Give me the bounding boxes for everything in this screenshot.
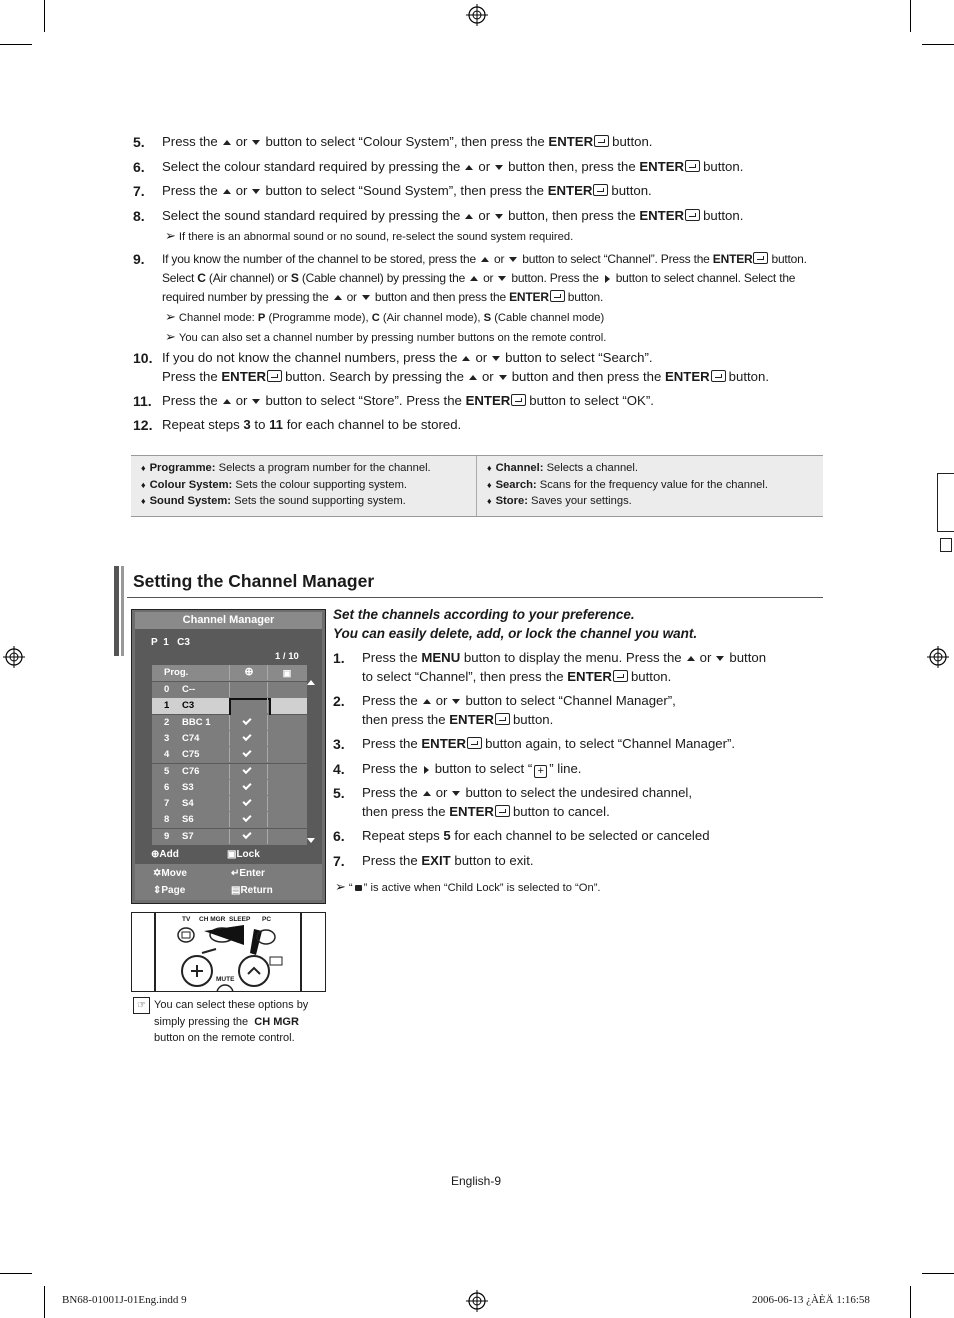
osd-channel-name: C3: [182, 700, 195, 712]
osd-channel-number: 8: [164, 814, 170, 826]
osd-channel-row[interactable]: [152, 812, 307, 829]
check-icon: [242, 830, 251, 839]
enter-icon: [613, 670, 628, 682]
up-arrow-icon: [223, 189, 231, 194]
crop-mark: [0, 44, 32, 45]
enter-icon: ↵: [231, 868, 240, 879]
note-step-8: ➢ If there is an abnormal sound or no sound, re-select the sound system required.: [165, 228, 574, 243]
osd-channel-name: C74: [182, 732, 200, 744]
step-9-line-3: required number by pressing the or button and then press the ENTER button.: [162, 290, 604, 304]
osd-add-cell[interactable]: [229, 747, 268, 762]
right-arrow-icon: [605, 275, 610, 283]
footer-file: BN68-01001J-01Eng.indd 9: [62, 1294, 187, 1306]
check-icon: [242, 732, 251, 741]
osd-add-cell[interactable]: [229, 812, 268, 827]
cm-step-1-line-2: to select “Channel”, then press the ENTER button.: [362, 669, 672, 684]
osd-channel-number: 5: [164, 765, 170, 777]
osd-channel-row[interactable]: [152, 715, 307, 732]
side-tab-icon: [940, 538, 952, 552]
osd-channel-number: 1: [164, 700, 170, 712]
enter-icon: [711, 370, 726, 382]
enter-icon: [495, 713, 510, 725]
down-arrow-icon: [499, 375, 507, 380]
bullet-icon: ♦: [141, 496, 146, 506]
down-arrow-icon: [362, 295, 370, 300]
down-arrow-icon: [492, 356, 500, 361]
note-arrow-icon: ➢: [165, 228, 176, 243]
enter-icon: [594, 135, 609, 147]
enter-icon: [511, 394, 526, 406]
table-divider: [476, 456, 477, 516]
osd-lock-cell[interactable]: [267, 780, 306, 795]
down-arrow-icon: [495, 214, 503, 219]
up-arrow-icon: [465, 165, 473, 170]
step-9-line-2: Select C (Air channel) or S (Cable channel) by pressing the or button. Press the button to select channel. Select the: [162, 271, 796, 285]
check-icon: [242, 715, 251, 724]
crop-mark: [922, 1273, 954, 1274]
osd-return: ▤Return: [231, 885, 273, 896]
remote-chmgr-label: CH MGR: [199, 916, 226, 923]
osd-channel-name: S4: [182, 798, 194, 810]
hand-icon: ☞: [133, 997, 150, 1014]
osd-channel-number: 3: [164, 732, 170, 744]
channel-manager-osd: [131, 609, 326, 904]
osd-channel-name: C75: [182, 749, 200, 761]
lock-icon: ▣: [267, 665, 306, 680]
osd-channel-row[interactable]: [152, 698, 307, 715]
right-arrow-icon: [424, 766, 429, 774]
osd-add-cell[interactable]: [229, 731, 268, 746]
osd-header-row: Prog. ⊕ ▣: [152, 665, 307, 681]
table-item: ♦ Channel: Selects a channel.: [487, 462, 638, 474]
scroll-up-icon: [307, 680, 315, 685]
osd-add-cell[interactable]: [229, 715, 268, 730]
bullet-icon: ♦: [487, 479, 492, 490]
crop-mark: [910, 0, 911, 32]
page-number: English-9: [451, 1174, 502, 1188]
intro-line-2: You can easily delete, add, or lock the channel you want.: [333, 626, 698, 641]
osd-add-cell[interactable]: [229, 764, 268, 779]
remote-tv-label: TV: [182, 916, 191, 923]
up-arrow-icon: [470, 276, 478, 281]
osd-channel-name: S3: [182, 781, 194, 793]
registration-mark-icon: [927, 646, 949, 668]
enter-icon: [267, 370, 282, 382]
table-item: ♦ Search: Scans for the frequency value for the channel.: [487, 478, 768, 491]
registration-mark-icon: [3, 646, 25, 668]
down-arrow-icon: [716, 656, 724, 661]
osd-lock-cell[interactable]: [267, 829, 306, 844]
check-icon: [242, 781, 251, 790]
osd-channel-number: 6: [164, 781, 170, 793]
osd-lock-cell[interactable]: [267, 715, 306, 730]
osd-channel-row[interactable]: [152, 747, 307, 764]
osd-lock-legend: ▣Lock: [227, 849, 260, 860]
osd-channel-row[interactable]: [152, 682, 307, 699]
osd-channel-name: C--: [182, 684, 196, 695]
osd-channel-number: 7: [164, 798, 170, 810]
note-channel-mode: ➢ Channel mode: P (Programme mode), C (Air channel mode), S (Cable channel mode): [165, 309, 605, 324]
up-arrow-icon: [223, 140, 231, 145]
cm-step-5-line-2: then press the ENTER button to cancel.: [362, 804, 610, 819]
enter-icon: [593, 184, 608, 196]
remote-mute-label: MUTE: [216, 976, 235, 983]
osd-channel-row[interactable]: [152, 731, 307, 748]
osd-add-cell[interactable]: [229, 796, 268, 811]
footer-timestamp: 2006-06-13 ¿ÀÈÄ 1:16:58: [752, 1294, 870, 1306]
osd-channel-name: C76: [182, 765, 200, 777]
scroll-down-icon: [307, 838, 315, 843]
add-icon: ⊕: [151, 849, 160, 860]
up-arrow-icon: [223, 399, 231, 404]
osd-channel-number: 4: [164, 749, 170, 761]
check-icon: [242, 764, 251, 773]
enter-icon: [467, 737, 482, 749]
osd-lock-cell[interactable]: [267, 812, 306, 827]
osd-enter: ↵Enter: [231, 868, 265, 879]
intro-line-1: Set the channels according to your preference.: [333, 607, 635, 622]
enter-icon: [550, 290, 565, 302]
osd-lock-cell[interactable]: [267, 764, 306, 779]
cm-step-2-line-2: then press the ENTER button.: [362, 712, 554, 727]
check-icon: [242, 813, 251, 822]
enter-icon: [495, 805, 510, 817]
table-item: ♦ Colour System: Sets the colour supporting system.: [141, 478, 408, 491]
up-arrow-icon: [462, 356, 470, 361]
osd-channel-row[interactable]: [152, 796, 307, 813]
osd-lock-cell[interactable]: [267, 796, 306, 811]
osd-channel-row[interactable]: [152, 764, 307, 781]
table-item: ♦ Store: Saves your settings.: [487, 495, 632, 507]
section-bar: [114, 566, 119, 656]
remote-control-illustration: [131, 912, 326, 992]
osd-lock-cell[interactable]: [267, 731, 306, 746]
up-arrow-icon: [334, 295, 342, 300]
move-icon: ✡: [153, 868, 162, 879]
osd-lock-cell[interactable]: [267, 747, 306, 762]
osd-page-indicator: 1 / 10: [275, 651, 299, 662]
up-arrow-icon: [423, 791, 431, 796]
tip-text: You can select these options by simply pressing the CH MGR button on the remote control.: [154, 999, 309, 1044]
enter-icon: [685, 209, 700, 221]
osd-channel-row[interactable]: [152, 780, 307, 797]
registration-mark-icon: [466, 1290, 488, 1312]
add-icon: +: [534, 765, 547, 778]
osd-footer: [135, 864, 322, 900]
up-arrow-icon: [469, 375, 477, 380]
table-left-column: [141, 460, 431, 510]
enter-icon: [685, 160, 700, 172]
section-title: Setting the Channel Manager: [133, 571, 375, 591]
down-arrow-icon: [452, 791, 460, 796]
remote-pc-label: PC: [262, 916, 272, 923]
lock-icon: [355, 885, 362, 891]
down-arrow-icon: [452, 699, 460, 704]
osd-title: Channel Manager: [135, 612, 322, 629]
section-rule: [127, 597, 823, 598]
down-arrow-icon: [495, 165, 503, 170]
osd-body: [135, 629, 322, 864]
bullet-icon: ♦: [487, 496, 492, 506]
crop-mark: [910, 1286, 911, 1318]
side-tab: [937, 473, 954, 532]
osd-channel-name: BBC 1: [182, 716, 211, 728]
osd-channel-number: 0: [164, 684, 170, 695]
enter-icon: [753, 252, 768, 264]
return-icon: ▤: [231, 885, 241, 896]
osd-channel-row[interactable]: [152, 829, 307, 846]
up-arrow-icon: [465, 214, 473, 219]
check-icon: [242, 797, 251, 806]
down-arrow-icon: [252, 140, 260, 145]
crop-mark: [0, 1273, 32, 1274]
down-arrow-icon: [498, 276, 506, 281]
lock-icon: ▣: [227, 849, 237, 860]
osd-channel-number: 2: [164, 716, 170, 728]
table-item: ♦ Programme: Selects a program number for the channel.: [141, 462, 431, 474]
osd-page: ⇕Page: [153, 885, 186, 896]
osd-add-legend: ⊕Add: [151, 849, 179, 860]
table-item: ♦ Sound System: Sets the sound supporting system.: [141, 495, 406, 507]
osd-move: ✡Move: [153, 868, 187, 879]
down-arrow-icon: [509, 257, 517, 262]
note-arrow-icon: ➢: [335, 879, 346, 894]
check-icon: [242, 748, 251, 757]
note-arrow-icon: ➢: [165, 329, 176, 344]
info-table: [131, 455, 823, 517]
note-arrow-icon: ➢: [165, 309, 176, 324]
bullet-icon: ♦: [487, 463, 492, 473]
osd-add-cell[interactable]: [229, 780, 268, 795]
up-arrow-icon: [687, 656, 695, 661]
bullet-icon: ♦: [141, 463, 146, 473]
osd-lock-cell[interactable]: [267, 698, 306, 713]
osd-channel-number: 9: [164, 830, 170, 842]
osd-add-cell[interactable]: [229, 829, 268, 844]
step-10-line-2: Press the ENTER button. Search by pressing the or button and then press the ENTER button.: [162, 369, 769, 384]
osd-channel-name: S7: [182, 830, 194, 842]
osd-current-channel: P 1 C3: [151, 637, 190, 648]
up-arrow-icon: [481, 257, 489, 262]
lock-note: ➢ “ ” is active when “Child Lock” is selected to “On”.: [335, 879, 601, 894]
up-arrow-icon: [423, 699, 431, 704]
add-icon: ⊕: [229, 665, 268, 680]
note-channel-number: ➢ You can also set a channel number by pressing number buttons on the remote control.: [165, 329, 607, 344]
osd-lock-cell[interactable]: [267, 682, 306, 697]
section-bar: [121, 566, 124, 656]
crop-mark: [922, 44, 954, 45]
osd-add-cell[interactable]: [229, 682, 268, 697]
registration-mark-icon: [466, 4, 488, 26]
bullet-icon: ♦: [141, 479, 146, 490]
down-arrow-icon: [252, 399, 260, 404]
page-icon: ⇕: [153, 885, 162, 896]
crop-mark: [44, 0, 45, 32]
crop-mark: [44, 1286, 45, 1318]
remote-sleep-label: SLEEP: [229, 916, 251, 923]
osd-channel-name: S6: [182, 814, 194, 826]
table-right-column: [487, 460, 768, 510]
down-arrow-icon: [252, 189, 260, 194]
